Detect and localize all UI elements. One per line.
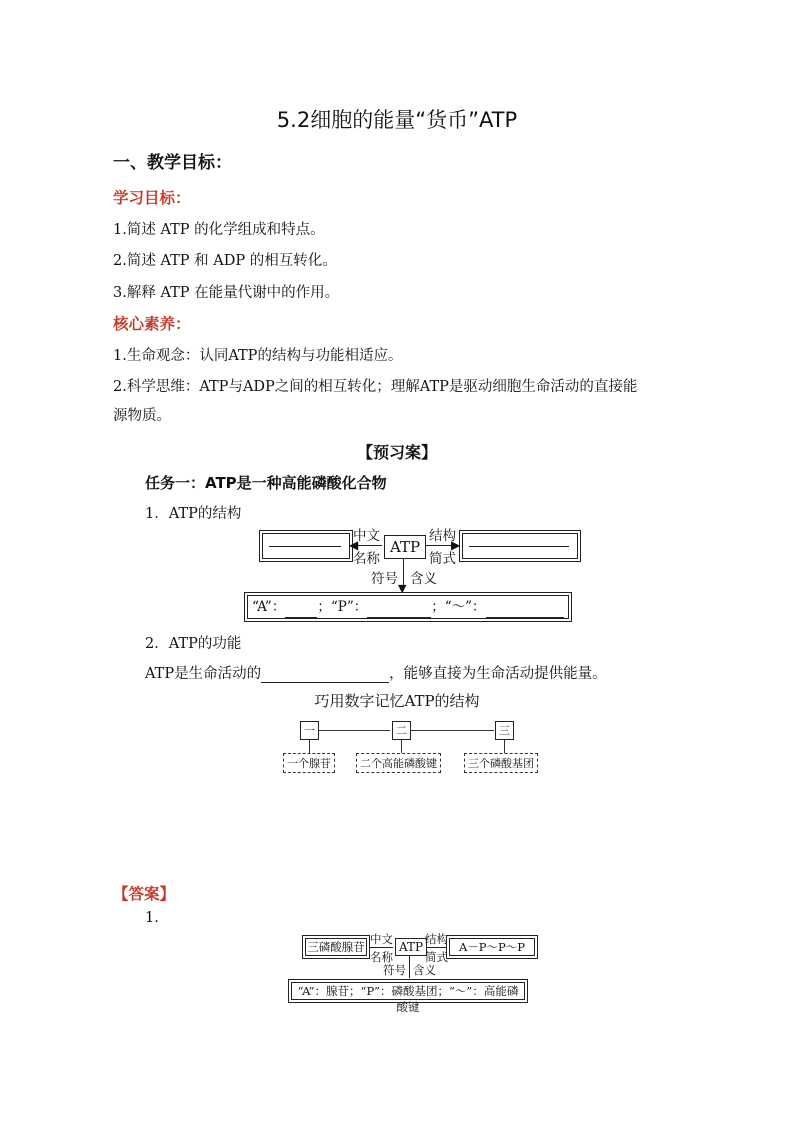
answer-atp-box: ATP bbox=[395, 938, 427, 956]
answer-name-box: 三磷酸腺苷 bbox=[305, 938, 367, 956]
label-mingcheng: 名称 bbox=[353, 551, 380, 567]
core-literacy-1: 1.生命观念：认同ATP的结构与功能相适应。 bbox=[113, 348, 403, 364]
memory-box-2: 二 bbox=[392, 721, 411, 740]
question-2: 2．ATP的功能 bbox=[145, 636, 242, 652]
meaning-P-blank bbox=[367, 603, 431, 618]
answer-meaning-box: “A”：腺苷；“P”：磷酸基团；“～”：高能磷酸键 bbox=[291, 982, 525, 1000]
label-zhongwen: 中文 bbox=[353, 528, 380, 544]
learning-goal-2: 2.简述 ATP 和 ADP 的相互转化。 bbox=[113, 253, 337, 269]
answer-label-mingcheng: 名称 bbox=[370, 950, 393, 964]
memory-line-1 bbox=[318, 730, 390, 731]
memory-stem-2 bbox=[401, 740, 402, 753]
meaning-A-label: “A”： bbox=[252, 599, 286, 615]
task1-heading: 任务一：ATP是一种高能磷酸化合物 bbox=[145, 474, 387, 492]
meaning-tilde-blank bbox=[486, 603, 564, 618]
answer-formula-box: A－P～P～P bbox=[449, 938, 535, 956]
meaning-P-label: ；“P”： bbox=[317, 599, 368, 615]
name-blank-box bbox=[262, 533, 350, 559]
memory-label-1: 一个腺苷 bbox=[283, 753, 335, 773]
learning-goals-heading: 学习目标： bbox=[113, 189, 191, 207]
memory-stem-3 bbox=[504, 740, 505, 753]
arrow-right-head: ▶ bbox=[451, 538, 461, 552]
answer-heading: 【答案】 bbox=[113, 885, 176, 903]
section-heading-teaching-goals: 一、教学目标： bbox=[113, 153, 232, 173]
q2-text-b: ，能够直接为生命活动提供能量。 bbox=[389, 666, 607, 682]
preview-title: 【预习案】 bbox=[356, 443, 437, 462]
name-blank-line bbox=[269, 546, 341, 547]
page-title: 5.2细胞的能量“货币”ATP bbox=[276, 108, 518, 132]
memory-label-3: 三个磷酸基团 bbox=[464, 753, 538, 773]
question-1: 1．ATP的结构 bbox=[145, 506, 242, 522]
meaning-tilde-label: ；“～”： bbox=[431, 599, 486, 615]
formula-blank-box bbox=[462, 533, 578, 559]
learning-goal-1: 1.简述 ATP 的化学组成和特点。 bbox=[113, 222, 325, 238]
arrow-down-head: ▼ bbox=[398, 582, 407, 595]
memory-box-1: 一 bbox=[300, 721, 319, 740]
label-fuhao: 符号 bbox=[371, 571, 398, 587]
formula-blank-line bbox=[469, 546, 569, 547]
answer-arrow-down bbox=[409, 956, 410, 978]
memory-stem-1 bbox=[309, 740, 310, 753]
answer-arrow-right bbox=[427, 947, 447, 948]
label-jianshi: 简式 bbox=[429, 551, 456, 567]
q2-text-a: ATP是生命活动的 bbox=[145, 666, 262, 682]
answer-number: 1. bbox=[145, 910, 159, 926]
core-literacy-heading: 核心素养： bbox=[113, 315, 191, 333]
question-2-text bbox=[145, 662, 607, 683]
answer-label-hanyi: 含义 bbox=[413, 963, 436, 977]
memory-box-3: 三 bbox=[495, 721, 514, 740]
memory-title: 巧用数字记忆ATP的结构 bbox=[314, 692, 480, 710]
label-hanyi: 含义 bbox=[410, 571, 437, 587]
meaning-blank-box bbox=[247, 595, 569, 619]
q2-blank bbox=[261, 666, 389, 683]
arrow-left-head: ◀ bbox=[349, 538, 359, 552]
learning-goal-3: 3.解释 ATP 在能量代谢中的作用。 bbox=[113, 285, 340, 301]
atp-center-box: ATP bbox=[384, 535, 426, 559]
core-literacy-2-line1: 2.科学思维：ATP与ADP之间的相互转化；理解ATP是驱动细胞生命活动的直接能 bbox=[113, 379, 638, 395]
answer-label-zhongwen: 中文 bbox=[370, 932, 393, 946]
core-literacy-2-line2: 源物质。 bbox=[113, 408, 171, 424]
label-jiegou: 结构 bbox=[429, 528, 456, 544]
answer-label-jiegou: 结构 bbox=[425, 932, 448, 946]
answer-arrow-left bbox=[369, 947, 393, 948]
answer-label-jianshi: 简式 bbox=[425, 950, 448, 964]
answer-label-fuhao: 符号 bbox=[383, 963, 406, 977]
memory-line-2 bbox=[410, 730, 494, 731]
meaning-A-blank bbox=[285, 603, 317, 618]
memory-label-2: 二个高能磷酸键 bbox=[356, 753, 441, 773]
